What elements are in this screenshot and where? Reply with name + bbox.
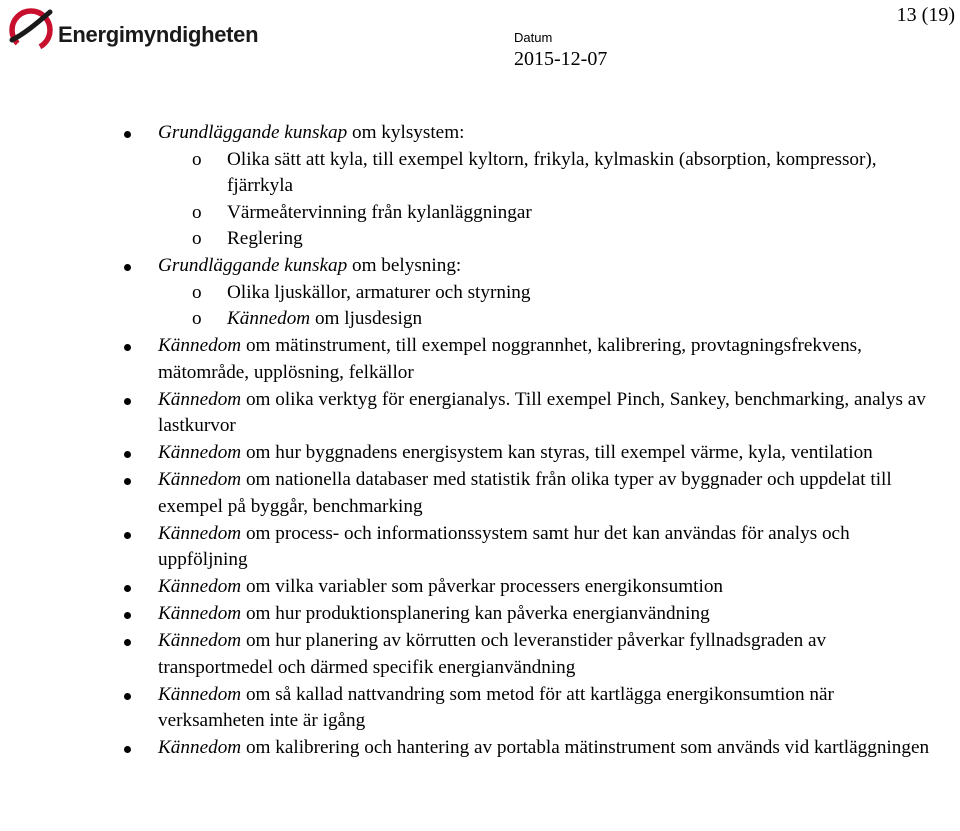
logo-mark-icon — [6, 4, 56, 56]
sub-item-text: Värmeåtervinning från kylanläggningar — [227, 201, 532, 223]
bullet-text — [158, 255, 461, 276]
bullet-icon — [124, 585, 131, 592]
emphasis-text: Kännedom — [158, 469, 242, 490]
bullet-text — [158, 122, 464, 143]
bullet-icon — [124, 532, 131, 539]
sub-list — [158, 280, 940, 333]
bullet-icon — [124, 746, 131, 753]
body-text: om mätinstrument, till exempel noggrannhet, kalibrering, provtagningsfrekvens, mätområde, upplösning, felkällor — [158, 335, 862, 383]
emphasis-text: Kännedom — [158, 388, 242, 410]
body-text: om hur byggnadens energisystem kan styras, till exempel värme, kyla, ventilation — [241, 442, 873, 463]
sub-bullet-marker: o — [192, 228, 202, 249]
emphasis-text: Kännedom — [158, 683, 242, 705]
bullet-text — [158, 684, 834, 732]
body-text: om process- och informationssystem samt hur det kan användas för analys och uppföljning — [158, 522, 850, 570]
bullet-icon — [124, 693, 131, 700]
bullet-icon — [124, 612, 131, 619]
list-item — [0, 682, 960, 735]
emphasis-text: Kännedom — [158, 442, 242, 463]
list-item — [0, 120, 960, 253]
emphasis-text: Kännedom — [158, 576, 242, 597]
bullet-icon — [124, 398, 131, 405]
body-text: om nationella databaser med statistik från olika typer av byggnader och uppdelat till exempel på byggår, benchmarking — [158, 469, 892, 517]
bullet-text — [158, 469, 892, 517]
sub-list-item — [0, 306, 940, 333]
bullet-text — [158, 630, 826, 678]
emphasis-text: Kännedom — [158, 630, 242, 651]
energimyndigheten-logo — [6, 4, 258, 56]
bullet-text — [158, 576, 723, 597]
bullet-icon — [124, 451, 131, 458]
emphasis-text: Kännedom — [158, 335, 242, 356]
page-number: 13 (19) — [896, 4, 955, 26]
bullet-text — [158, 737, 929, 758]
sub-bullet-marker: o — [192, 308, 202, 329]
emphasis-text: Grundläggande kunskap — [158, 122, 348, 143]
list-item — [0, 467, 960, 520]
sub-item-text: Olika ljuskällor, armaturer och styrning — [227, 281, 531, 303]
body-text: om kalibrering och hantering av portabla mätinstrument som används vid kartläggningen — [241, 737, 930, 758]
body-text: om så kallad nattvandring som metod för att kartlägga energikonsumtion när verksamheten inte är igång — [158, 683, 834, 731]
list-item — [0, 440, 960, 467]
bullet-icon — [124, 264, 131, 271]
bullet-list — [0, 120, 960, 762]
list-item — [0, 387, 960, 440]
org-name: Energimyndigheten — [58, 22, 259, 47]
body-text: om hur planering av körrutten och leveranstider påverkar fyllnadsgraden av transportmedel och därmed specifik energianvändning — [158, 630, 827, 678]
emphasis-text: Kännedom — [158, 737, 242, 758]
body-text: om belysning: — [347, 255, 462, 276]
date-value: 2015-12-07 — [514, 48, 608, 70]
sub-list-item — [0, 147, 940, 200]
sub-bullet-marker: o — [192, 201, 202, 223]
bullet-icon — [124, 478, 131, 485]
emphasis-text: Kännedom — [227, 308, 311, 329]
sub-item-text: Olika sätt att kyla, till exempel kyltorn, frikyla, kylmaskin (absorption, kompressor), fjärrkyla — [227, 148, 877, 196]
page-header — [0, 0, 960, 80]
sub-list — [158, 147, 940, 253]
bullet-text — [158, 389, 926, 437]
date-label: Datum — [514, 30, 553, 45]
bullet-text — [158, 442, 873, 463]
bullet-icon — [124, 344, 131, 351]
list-item — [0, 333, 960, 386]
body-text: om hur produktionsplanering kan påverka energianvändning — [241, 603, 710, 624]
bullet-icon — [124, 131, 131, 138]
body-text: om olika verktyg för energianalys. Till exempel Pinch, Sankey, benchmarking, analys av lastkurvor — [158, 388, 926, 436]
bullet-text — [158, 335, 862, 383]
emphasis-text: Grundläggande kunskap — [158, 255, 348, 276]
date-block — [514, 30, 607, 71]
list-item — [0, 628, 960, 681]
list-item — [0, 253, 960, 333]
list-item — [0, 574, 960, 601]
sub-list-item — [0, 280, 940, 307]
sub-bullet-marker: o — [192, 281, 202, 303]
sub-item-text: Reglering — [227, 228, 303, 249]
bullet-text — [158, 523, 850, 571]
list-item — [0, 521, 960, 574]
document-body — [0, 120, 960, 762]
sub-item-text: om ljusdesign — [310, 308, 423, 329]
sub-bullet-marker: o — [192, 148, 202, 170]
sub-list-item — [0, 200, 940, 227]
sub-list-item — [0, 226, 940, 253]
body-text: om vilka variabler som påverkar processers energikonsumtion — [241, 576, 724, 597]
emphasis-text: Kännedom — [158, 522, 242, 544]
emphasis-text: Kännedom — [158, 603, 242, 624]
list-item — [0, 735, 960, 762]
list-item — [0, 601, 960, 628]
bullet-icon — [124, 639, 131, 646]
body-text: om kylsystem: — [347, 122, 465, 143]
bullet-text — [158, 603, 710, 624]
